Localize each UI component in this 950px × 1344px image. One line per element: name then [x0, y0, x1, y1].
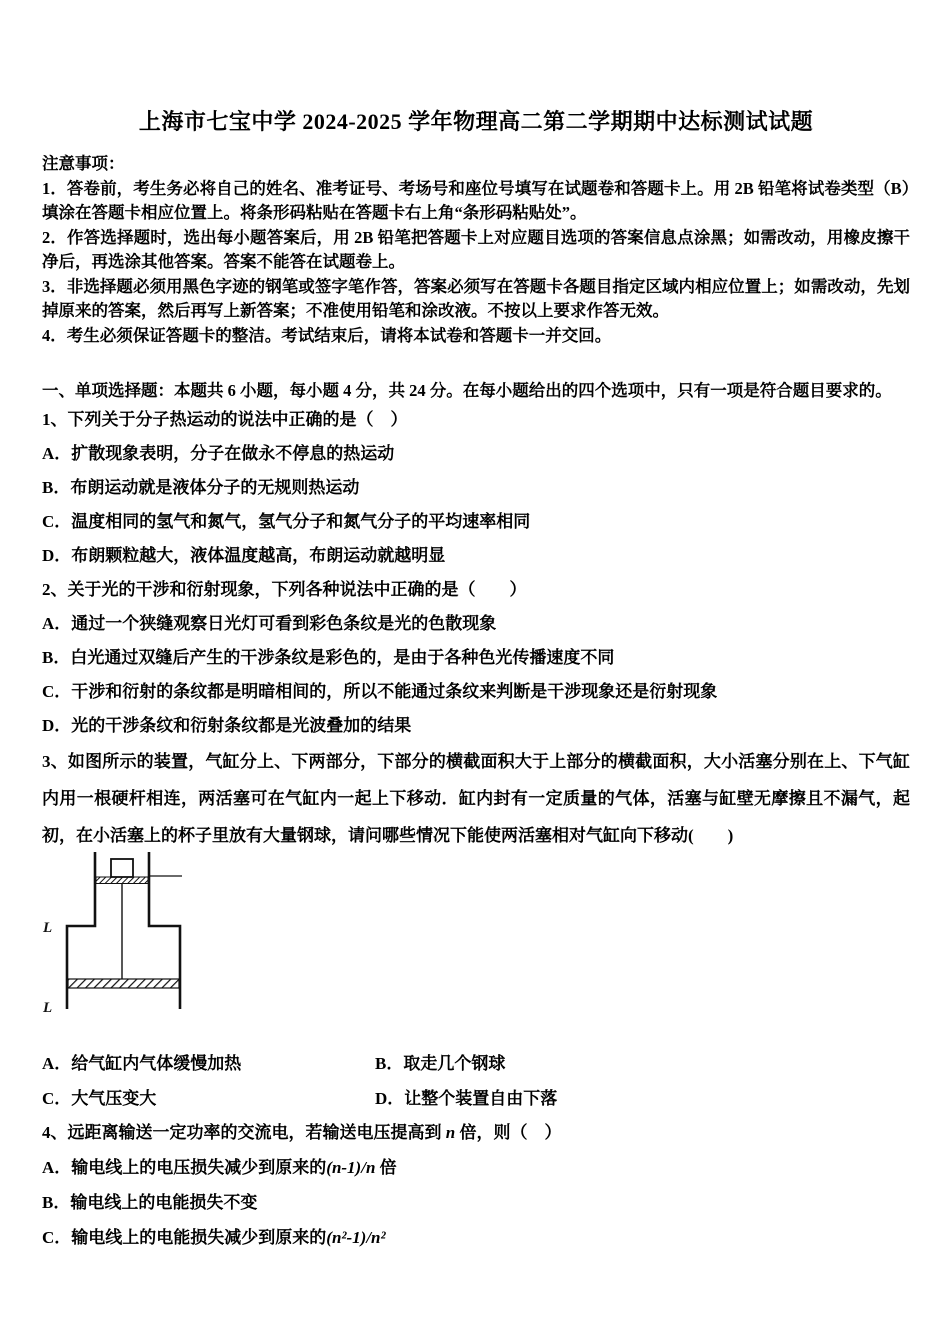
question-3-options — [42, 1046, 910, 1116]
figure-label-bottom: L — [43, 1000, 53, 1014]
question-4-option-b — [42, 1185, 910, 1220]
notice-item-4: 4．考生必须保证答题卡的整洁。考试结束后，请将本试卷和答题卡一并交回。 — [42, 325, 612, 345]
question-1-stem: 1、下列关于分子热运动的说法中正确的是（ ） — [42, 410, 408, 429]
question-1-option-c: C．温度相同的氢气和氮气，氢气分子和氮气分子的平均速率相同 — [42, 512, 531, 531]
question-4-option-a-text: A．输电线上的电压损失减少到原来的 — [42, 1158, 327, 1177]
question-2-option-b: B．白光通过双缝后产生的干涉条纹是彩色的，是由于各种色光传播速度不同 — [42, 648, 615, 667]
notice-item-3: 3．非选择题必须用黑色字迹的钢笔或签字笔作答，答案必须写在答题卡各题目指定区域内相应位置上；如需改动，先划掉原来的答案，然后再写上新答案；不准使用铅笔和涂改液。不按以上要求作答无效。 — [42, 276, 910, 320]
question-1-option-d: D．布朗颗粒越大，液体温度越高，布朗运动就越明显 — [42, 546, 446, 565]
question-1-option-a: A．扩散现象表明，分子在做永不停息的热运动 — [42, 444, 395, 463]
question-1 — [42, 403, 910, 573]
question-3-option-c: C．大气压变大 — [42, 1089, 157, 1108]
question-2-option-a: A．通过一个狭缝观察日光灯可看到彩色条纹是光的色散现象 — [42, 614, 497, 633]
question-2-stem: 2、关于光的干涉和衍射现象，下列各种说法中正确的是（ ） — [42, 580, 527, 599]
question-3-stem: 3、如图所示的装置，气缸分上、下两部分，下部分的横截面积大于上部分的横截面积，大小活塞分别在上、下气缸内用一根硬杆相连，两活塞可在气缸内一起上下移动．缸内封有一定质量的气体，活塞与缸壁无摩擦且不漏气，起初，在小活塞上的杯子里放有大量钢球，请问哪些情况下能使两活塞相对气缸向下移动( ) — [42, 752, 910, 845]
question-4-option-b-text: B．输电线上的电能损失不变 — [42, 1193, 258, 1212]
question-4-option-c-text: C．输电线上的电能损失减少到原来的 — [42, 1228, 327, 1247]
question-3-option-d: D．让整个装置自由下落 — [375, 1089, 558, 1108]
figure-label-shoulder: L — [43, 920, 53, 936]
question-4-stem-text: 4、远距离输送一定功率的交流电，若输送电压提高到 — [42, 1123, 446, 1142]
question-3-option-b: B．取走几个钢球 — [375, 1054, 506, 1073]
notice-section — [42, 152, 910, 348]
notice-item-2: 2．作答选择题时，选出每小题答案后，用 2B 铅笔把答题卡上对应题目选项的答案信息点涂黑；如需改动，用橡皮擦干净后，再选涂其他答案。答案不能答在试题卷上。 — [42, 227, 910, 271]
question-4 — [42, 1116, 910, 1255]
small-piston — [96, 877, 148, 884]
section-1-heading: 一、单项选择题：本题共 6 小题，每小题 4 分，共 24 分。在每小题给出的四个选项中，只有一项是符合题目要求的。 — [42, 381, 892, 400]
notice-heading: 注意事项： — [42, 154, 125, 173]
question-3-figure — [42, 844, 910, 1014]
question-2 — [42, 573, 910, 743]
question-4-option-a — [42, 1150, 910, 1185]
question-1-option-b: B．布朗运动就是液体分子的无规则热运动 — [42, 478, 360, 497]
ball-cup — [111, 859, 133, 877]
question-3-option-row-2 — [42, 1081, 910, 1116]
question-2-option-c: C．干涉和衍射的条纹都是明暗相间的，所以不能通过条纹来判断是干涉现象还是衍射现象 — [42, 682, 718, 701]
question-4-stem-tail: 倍，则（ ） — [455, 1123, 562, 1142]
question-4-option-a-tail: 倍 — [375, 1158, 397, 1177]
question-4-option-a-formula: (n-1)/n — [326, 1158, 376, 1177]
question-3 — [42, 743, 910, 1116]
question-4-option-c — [42, 1220, 910, 1255]
question-4-option-c-formula: (n²-1)/n² — [326, 1228, 386, 1247]
question-2-option-d: D．光的干涉条纹和衍射条纹都是光波叠加的结果 — [42, 716, 412, 735]
question-3-option-row-1 — [42, 1046, 910, 1081]
exam-title: 上海市七宝中学 2024-2025 学年物理高二第二学期期中达标测试试题 — [138, 109, 814, 134]
question-3-option-a: A．给气缸内气体缓慢加热 — [42, 1054, 242, 1073]
cylinder-apparatus-figure — [42, 844, 242, 1014]
large-piston — [68, 979, 179, 988]
question-4-stem-variable: n — [445, 1123, 456, 1142]
notice-item-1: 1．答卷前，考生务必将自己的姓名、准考证号、考场号和座位号填写在试题卷和答题卡上。用 2B 铅笔将试卷类型（B）填涂在答题卡相应位置上。将条形码粘贴在答题卡右上角“条形码粘贴处”。 — [42, 178, 910, 222]
question-4-stem — [42, 1116, 910, 1150]
